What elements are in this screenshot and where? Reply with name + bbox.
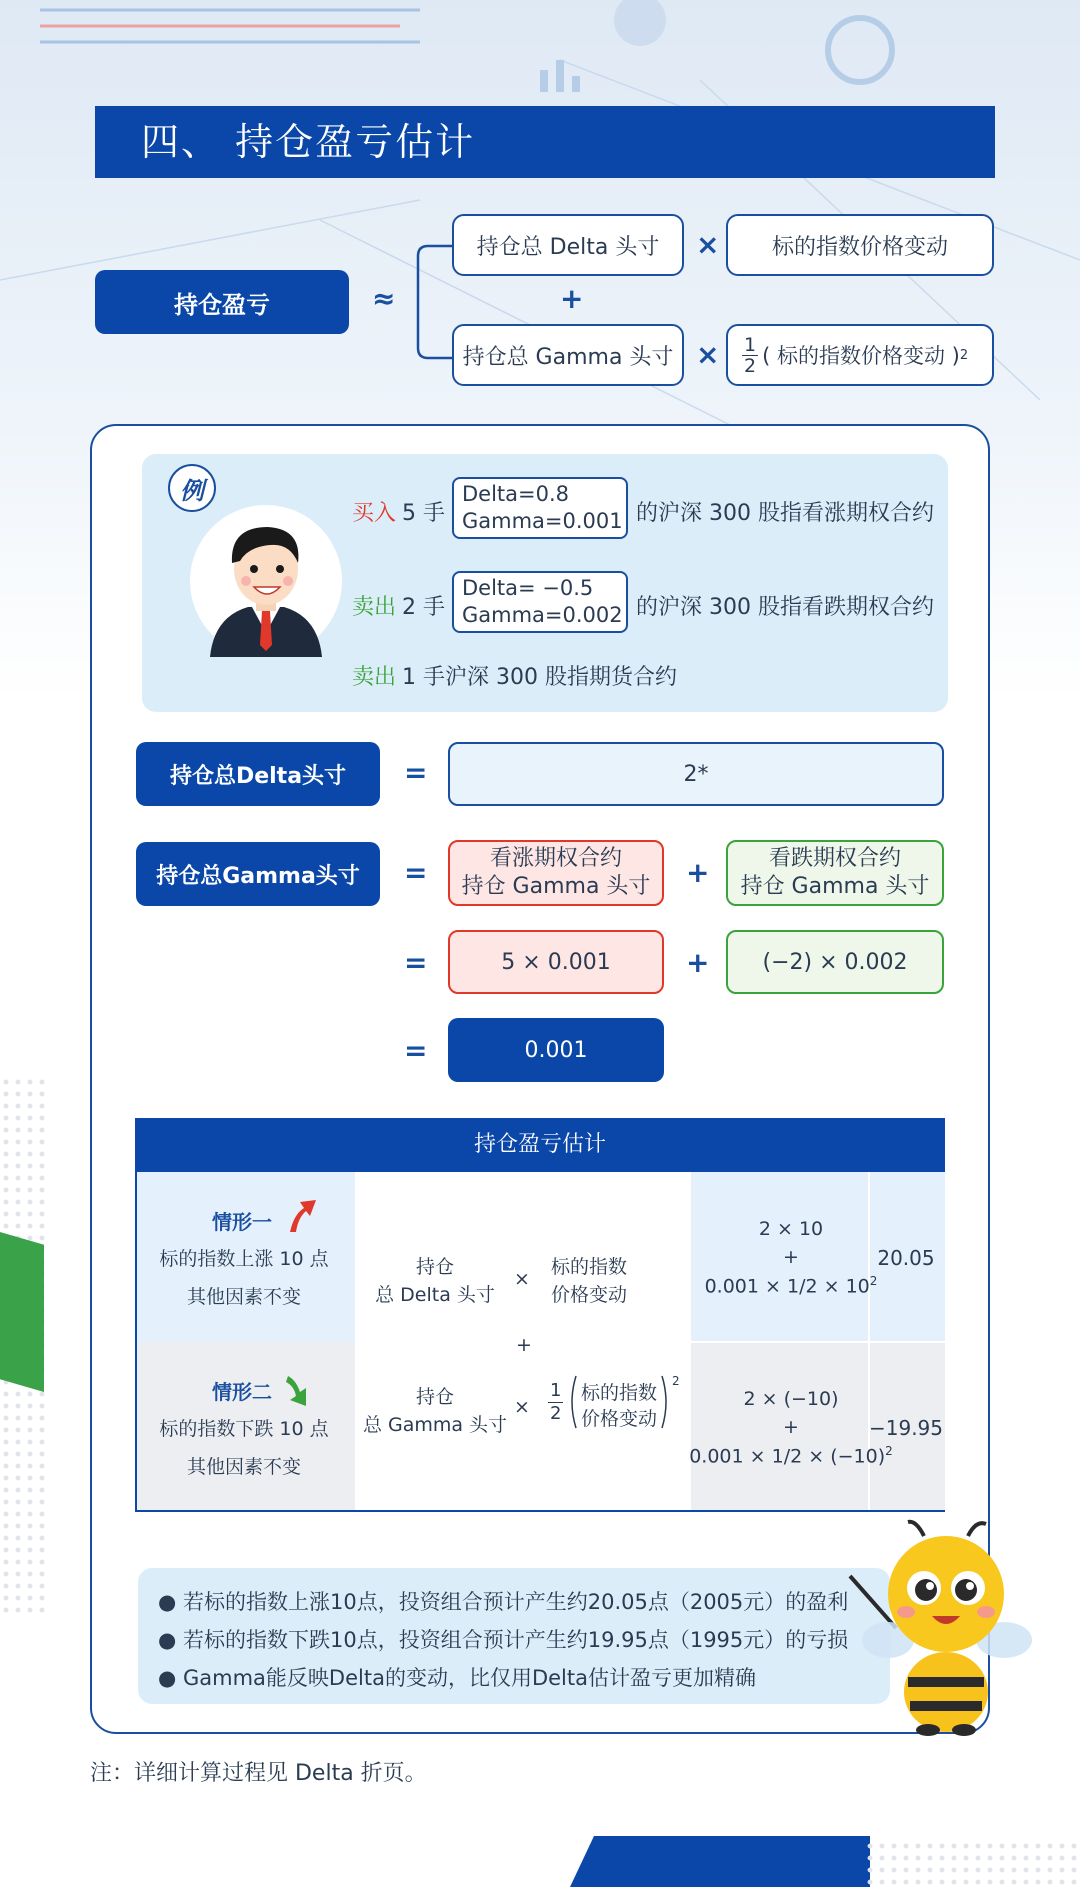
- example-badge-text: 例: [180, 476, 204, 505]
- arrow-down-icon: [284, 1372, 318, 1412]
- case2-line1: 标的指数下跌 10 点: [159, 1418, 329, 1440]
- case2-name: 情形二: [212, 1380, 272, 1404]
- case2-line2: 其他因素不变: [186, 1456, 301, 1478]
- tf-half-den: 2: [550, 1403, 562, 1424]
- put-gamma-calc: (−2) × 0.002: [726, 930, 944, 994]
- tf-times-2: ×: [514, 1396, 530, 1418]
- case2-result: −19.95: [868, 1416, 943, 1440]
- bottom-dot-pattern: [864, 1840, 1080, 1887]
- times-sign-1: ×: [696, 228, 720, 261]
- tf-sq-exp: 2: [672, 1374, 680, 1388]
- tf-sq-2: 价格变动: [580, 1408, 657, 1430]
- case1-line1: 标的指数上涨 10 点: [159, 1248, 329, 1270]
- note-item-3: ● Gamma能反映Delta的变动，比仅用Delta估计盈亏更加精确: [158, 1666, 756, 1690]
- case2-calc1: 2 × (−10): [743, 1388, 839, 1410]
- case1-name: 情形一: [212, 1210, 272, 1234]
- tf-gamma-2: 总 Gamma 头寸: [362, 1414, 508, 1436]
- row3-action: 卖出: [352, 665, 397, 690]
- footnote: 注：详细计算过程见 Delta 折页。: [90, 1761, 427, 1786]
- row2-delta: Delta= −0.5: [462, 576, 594, 600]
- approx-sign: ≈: [372, 282, 396, 315]
- section-title-banner: 四、 持仓盈亏估计: [95, 106, 995, 178]
- row1-greeks-box: [452, 477, 628, 539]
- tf-paren-right: [660, 1374, 672, 1430]
- tf-plus: +: [516, 1334, 532, 1356]
- case2-calc3-text: 0.001 × 1/2 × (−10): [689, 1445, 886, 1468]
- put-gamma-line1: 看跌期权合约: [768, 846, 901, 871]
- pnl-label: 持仓盈亏: [95, 270, 349, 334]
- row2-gamma: Gamma=0.002: [462, 603, 623, 627]
- tf-price-1: 标的指数: [550, 1256, 627, 1278]
- square-exponent: 2: [959, 347, 969, 363]
- row2-greeks-box: [452, 571, 628, 633]
- gamma-eq-1: =: [404, 856, 428, 889]
- businessman-avatar-icon: [190, 505, 342, 657]
- case2-calc3-exp: 2: [885, 1444, 893, 1458]
- bee-mascot-icon: [846, 1516, 1046, 1736]
- case1-line2: 其他因素不变: [186, 1286, 301, 1308]
- note-item-1: ● 若标的指数上涨10点，投资组合预计产生约20.05点（2005元）的盈利: [158, 1590, 849, 1614]
- row3-rest: 1 手沪深 300 股指期货合约: [402, 665, 677, 690]
- tf-delta-1: 持仓: [415, 1256, 454, 1278]
- gamma-plus-1: +: [686, 856, 710, 889]
- price-change-box: 标的指数价格变动: [726, 214, 994, 276]
- note-1-text: 若标的指数上涨10点，投资组合预计产生约20.05点（2005元）的盈利: [183, 1590, 849, 1614]
- row1-contract: 的沪深 300 股指看涨期权合约: [636, 501, 934, 526]
- put-gamma-box: [726, 840, 944, 906]
- call-gamma-box: [448, 840, 664, 906]
- row1-action: 买入: [352, 501, 397, 526]
- case1-calc3-exp: 2: [869, 1274, 878, 1288]
- left-green-accent: [0, 1232, 44, 1392]
- total-delta-label: 持仓总Delta头寸: [136, 742, 380, 806]
- fraction-numerator: 1: [744, 333, 757, 356]
- fraction-denominator: 2: [744, 354, 757, 377]
- note-3-text: Gamma能反映Delta的变动，比仅用Delta估计盈亏更加精确: [183, 1666, 756, 1690]
- case1-calc1: 2 × 10: [758, 1218, 824, 1240]
- arrow-up-icon: [284, 1196, 318, 1236]
- row-divider: [691, 1341, 945, 1343]
- row1-delta: Delta=0.8: [462, 482, 570, 506]
- case2-calc3: [683, 1444, 899, 1467]
- tf-times-1: ×: [514, 1268, 530, 1290]
- bottom-blue-accent: [570, 1836, 870, 1887]
- note-item-2: ● 若标的指数下跌10点，投资组合预计产生约19.95点（1995元）的亏损: [158, 1628, 849, 1652]
- case2-calc2: +: [783, 1416, 799, 1438]
- case1-result: 20.05: [877, 1246, 935, 1270]
- tf-gamma-1: 持仓: [415, 1386, 454, 1408]
- case1-calc3: [689, 1274, 893, 1297]
- case1-calc2: +: [783, 1246, 799, 1268]
- gamma-plus-2: +: [686, 946, 710, 979]
- total-gamma-result: 0.001: [448, 1018, 664, 1082]
- gamma-position-box: 持仓总 Gamma 头寸: [452, 324, 684, 386]
- price-change-squared: ( 标的指数价格变动 ): [762, 344, 960, 368]
- gamma-eq-2: =: [404, 946, 428, 979]
- call-gamma-line1: 看涨期权合约: [489, 846, 622, 871]
- fraction: [742, 335, 758, 376]
- row1-gamma: Gamma=0.001: [462, 509, 623, 533]
- tf-half-num: 1: [550, 1380, 562, 1401]
- half-price-change-squared-box: [726, 324, 994, 386]
- call-gamma-calc: 5 × 0.001: [448, 930, 664, 994]
- delta-eq: =: [404, 756, 428, 789]
- total-delta-value: 2*: [448, 742, 944, 806]
- table-title: 持仓盈亏估计: [135, 1118, 945, 1172]
- tf-price-2: 价格变动: [550, 1284, 627, 1306]
- call-gamma-line2: 持仓 Gamma 头寸: [461, 874, 651, 899]
- row1-qty: 5 手: [402, 501, 445, 526]
- tf-delta-2: 总 Delta 头寸: [375, 1284, 495, 1306]
- put-gamma-line2: 持仓 Gamma 头寸: [740, 874, 930, 899]
- case1-calc3-text: 0.001 × 1/2 × 10: [704, 1275, 870, 1298]
- note-2-text: 若标的指数下跌10点，投资组合预计产生约19.95点（1995元）的亏损: [183, 1628, 849, 1652]
- row2-action: 卖出: [352, 595, 397, 620]
- gamma-eq-3: =: [404, 1034, 428, 1067]
- plus-sign: +: [560, 282, 584, 315]
- row2-qty: 2 手: [402, 595, 445, 620]
- total-gamma-label: 持仓总Gamma头寸: [136, 842, 380, 906]
- times-sign-2: ×: [696, 338, 720, 371]
- formula-bracket: [414, 244, 454, 360]
- delta-position-box: 持仓总 Delta 头寸: [452, 214, 684, 276]
- tf-half-fraction: [548, 1380, 563, 1425]
- row2-contract: 的沪深 300 股指看跌期权合约: [636, 595, 934, 620]
- tf-sq-1: 标的指数: [580, 1382, 657, 1404]
